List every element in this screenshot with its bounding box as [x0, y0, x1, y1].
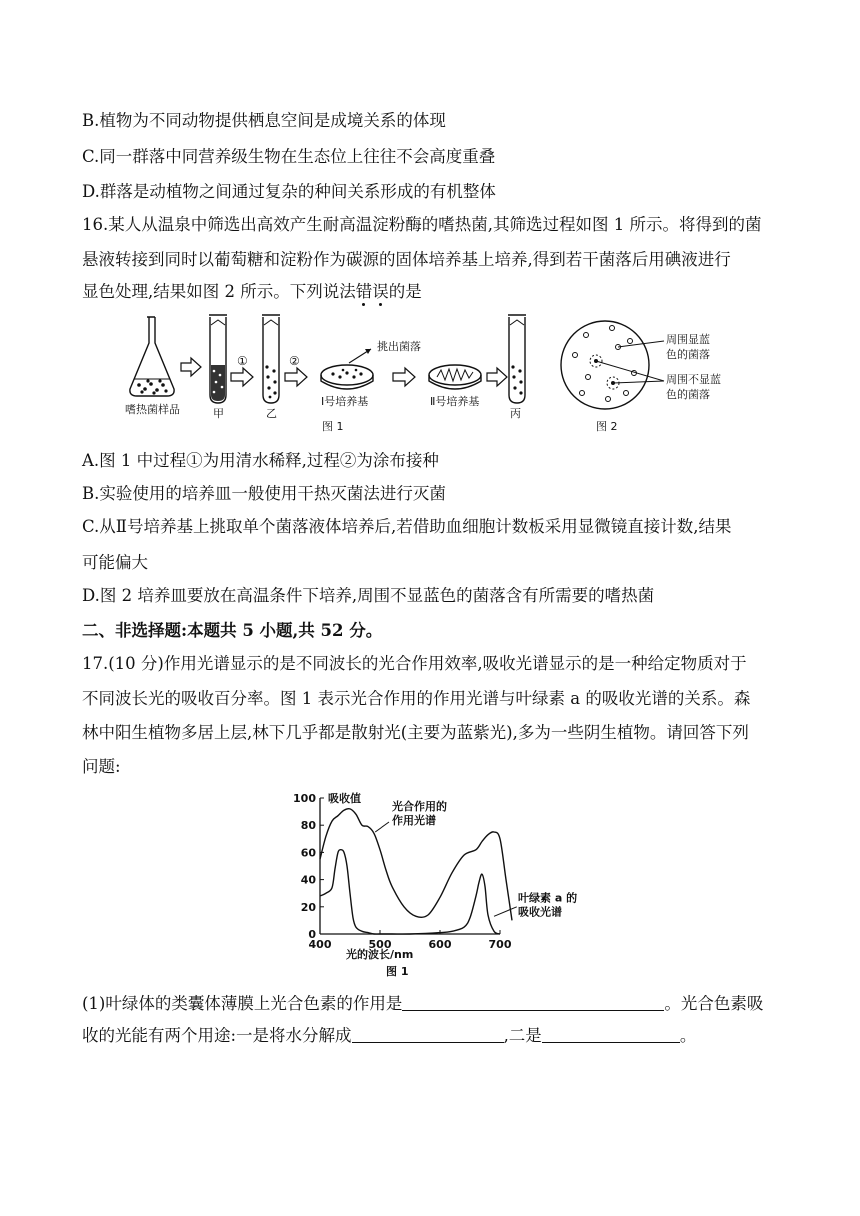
- test-tube-icon: [209, 315, 227, 403]
- q16-stem-line2: 悬液转接到同时以葡萄糖和淀粉作为碳源的固体培养基上培养,得到若干菌落后用碘液进行: [82, 250, 731, 269]
- q17-stem-line2: 不同波长光的吸收百分率。图 1 表示光合作用的作用光谱与叶绿素 a 的吸收光谱的关系。森: [82, 689, 751, 708]
- arrow-icon: [365, 349, 371, 354]
- test-tube-icon: [262, 315, 280, 403]
- emphasis-char-1: 错: [355, 282, 373, 301]
- x-tick-label: 700: [488, 938, 512, 951]
- y-tick-label: 80: [300, 819, 316, 833]
- q17-stem-line4: 问题:: [82, 757, 121, 776]
- pick-label: 挑出菌落: [377, 340, 421, 353]
- x-tick-label: 500: [368, 938, 392, 951]
- spectrum-chart: [288, 776, 578, 984]
- series-label-line: 叶绿素 a 的: [518, 891, 578, 905]
- q16-option-d: D.图 2 培养皿要放在高温条件下培养,周围不显蓝色的菌落含有所需要的嗜热菌: [82, 586, 655, 605]
- chart-series: [320, 809, 512, 934]
- q17-stem-line3: 林中阳生植物多居上层,林下几乎都是散射光(主要为蓝紫光),多为一些阴生植物。请回答下列: [82, 723, 749, 742]
- q17-part1-text-b: 。光合色素吸: [664, 994, 764, 1013]
- answer-blank-3[interactable]: [542, 1026, 680, 1043]
- y-tick-label: 60: [300, 846, 316, 860]
- x-tick-label: 400: [308, 938, 332, 951]
- arrow-icon: [487, 368, 507, 386]
- emphasis-char-2: 误: [372, 282, 389, 301]
- chart-title: 图 1: [386, 965, 409, 978]
- tube-b-label: 乙: [266, 407, 277, 420]
- series-label-line: 光合作用的: [392, 800, 447, 813]
- fig2-label1-line2: 色的菌落: [666, 348, 710, 361]
- q17-part2-text-b: ,二是: [503, 1026, 542, 1045]
- arrow-icon: [231, 368, 253, 386]
- figure2-iodine-plate: [560, 315, 750, 437]
- q15-option-d: D.群落是动植物之间通过复杂的种间关系形成的有机整体: [82, 182, 496, 201]
- series-label-leader: [375, 822, 389, 832]
- figure2-caption: 图 2: [596, 420, 618, 433]
- arrow-icon: [285, 368, 307, 386]
- tube-a-label: 甲: [213, 407, 224, 420]
- chart-ylabel: 吸收值: [328, 792, 361, 805]
- q16-option-c-line2: 可能偏大: [82, 553, 148, 572]
- q16-option-c-line1: C.从Ⅱ号培养基上挑取单个菌落液体培养后,若借助血细胞计数板采用显微镜直接计数,结果: [82, 517, 732, 536]
- chlorophyll-a-absorption-line: [320, 850, 500, 934]
- figure1-screening-process: [125, 305, 555, 435]
- q16-stem-line3-post: 的是: [388, 282, 422, 301]
- fig2-label2-line2: 色的菌落: [666, 388, 710, 401]
- q16-stem-line3-pre: 显色处理,结果如图 2 所示。下列说法: [82, 282, 356, 301]
- step2-label: ②: [289, 354, 300, 368]
- arrow-icon: [393, 368, 415, 386]
- section2-heading: 二、非选择题:本题共 5 小题,共 52 分。: [82, 621, 383, 640]
- step1-label: ①: [237, 354, 248, 368]
- tube-c-label: 丙: [510, 407, 521, 420]
- q15-option-c: C.同一群落中同营养级生物在生态位上往往不会高度重叠: [82, 147, 496, 166]
- q16-stem-line1: 16.某人从温泉中筛选出高效产生耐高温淀粉酶的嗜热菌,其筛选过程如图 1 所示。将得到的菌: [82, 215, 762, 234]
- q17-part1-line1: [82, 993, 763, 1015]
- answer-blank-2[interactable]: [352, 1026, 504, 1043]
- petri-dish-icon: [561, 321, 649, 409]
- y-tick-label: 100: [293, 792, 316, 805]
- q16-option-a: A.图 1 中过程①为用清水稀释,过程②为涂布接种: [82, 451, 439, 470]
- q17-stem-line1: 17.(10 分)作用光谱显示的是不同波长的光合作用效率,吸收光谱显示的是一种给定物质对于: [82, 654, 747, 673]
- medium2-label: Ⅱ号培养基: [430, 395, 480, 408]
- petri-dish-icon: [429, 365, 481, 389]
- flask-label: 嗜热菌样品: [125, 403, 180, 416]
- q17-part2-text-c: 。: [679, 1026, 697, 1045]
- x-tick-label: 600: [428, 938, 452, 951]
- test-tube-icon: [508, 315, 526, 403]
- q15-option-b: B.植物为不同动物提供栖息空间是成境关系的体现: [82, 111, 446, 130]
- chart-xlabel: 光的波长/nm: [346, 948, 414, 961]
- petri-dish-icon: [321, 365, 373, 389]
- series-label-line: 吸收光谱: [518, 905, 562, 919]
- y-tick-label: 0: [308, 928, 316, 941]
- q17-part1-text: (1)叶绿体的类囊体薄膜上光合色素的作用是: [82, 994, 403, 1013]
- chart-series-labels: [375, 799, 577, 918]
- series-label-line: 作用光谱: [392, 814, 436, 827]
- fig2-label1-line1: 周围显蓝: [666, 333, 710, 346]
- y-tick-label: 20: [300, 900, 316, 914]
- q16-option-b: B.实验使用的培养皿一般使用干热灭菌法进行灭菌: [82, 484, 446, 503]
- q17-part2-text: 收的光能有两个用途:一是将水分解成: [82, 1026, 352, 1045]
- fig2-label2-line1: 周围不显蓝: [666, 373, 721, 386]
- answer-blank-1[interactable]: [402, 994, 664, 1011]
- medium1-label: Ⅰ号培养基: [321, 395, 369, 408]
- figure1-caption: 图 1: [322, 420, 344, 433]
- series-label-leader: [494, 907, 517, 917]
- q17-part1-line2: [82, 1025, 696, 1047]
- arrow-icon: [181, 358, 201, 376]
- y-tick-label: 40: [300, 873, 316, 887]
- q16-stem-line3: [82, 281, 422, 303]
